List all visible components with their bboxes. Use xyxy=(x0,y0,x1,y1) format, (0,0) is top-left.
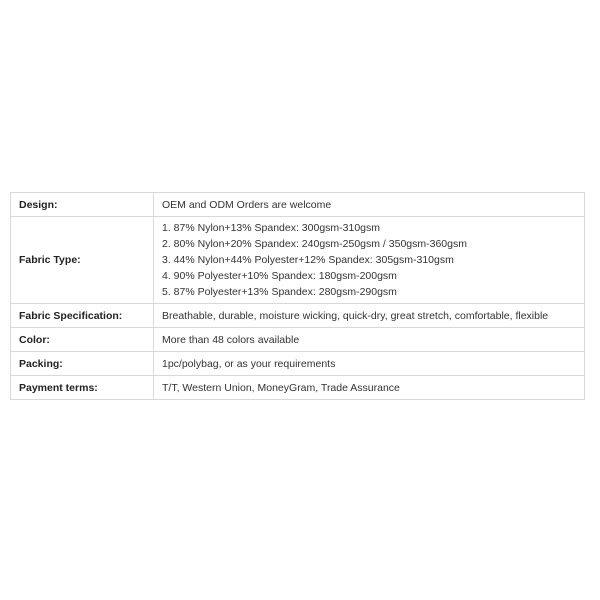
spec-label: Color: xyxy=(11,328,154,352)
spec-value-line: OEM and ODM Orders are welcome xyxy=(162,198,332,211)
spec-value-line: Breathable, durable, moisture wicking, quick-dry, great stretch, comfortable, flexible xyxy=(162,309,549,322)
spec-row-fabric-specification xyxy=(11,304,585,328)
spec-value-line: 1. 87% Nylon+13% Spandex: 300gsm-310gsm xyxy=(162,222,381,234)
spec-row-fabric-type xyxy=(11,217,585,304)
spec-value-line: More than 48 colors available xyxy=(162,333,300,346)
spec-row-payment-terms xyxy=(11,376,585,400)
spec-value-line: 4. 90% Polyester+10% Spandex: 180gsm-200gsm xyxy=(162,270,397,282)
spec-row-packing xyxy=(11,352,585,376)
spec-value xyxy=(154,304,585,328)
spec-label: Fabric Specification: xyxy=(11,304,154,328)
spec-value xyxy=(154,217,585,304)
spec-row-design xyxy=(11,193,585,217)
spec-value-line: T/T, Western Union, MoneyGram, Trade Assurance xyxy=(162,381,400,394)
spec-value xyxy=(154,328,585,352)
spec-label: Design: xyxy=(11,193,154,217)
product-spec-table xyxy=(10,192,585,400)
spec-value xyxy=(154,193,585,217)
spec-label: Payment terms: xyxy=(11,376,154,400)
spec-value xyxy=(154,352,585,376)
spec-label: Fabric Type: xyxy=(11,217,154,304)
spec-value-line: 1pc/polybag, or as your requirements xyxy=(162,357,336,370)
spec-value-line: 5. 87% Polyester+13% Spandex: 280gsm-290gsm xyxy=(162,286,397,298)
spec-label: Packing: xyxy=(11,352,154,376)
spec-value-line: 2. 80% Nylon+20% Spandex: 240gsm-250gsm / 350gsm-360gsm xyxy=(162,238,467,250)
spec-row-color xyxy=(11,328,585,352)
spec-value xyxy=(154,376,585,400)
spec-value-line: 3. 44% Nylon+44% Polyester+12% Spandex: 305gsm-310gsm xyxy=(162,254,454,266)
